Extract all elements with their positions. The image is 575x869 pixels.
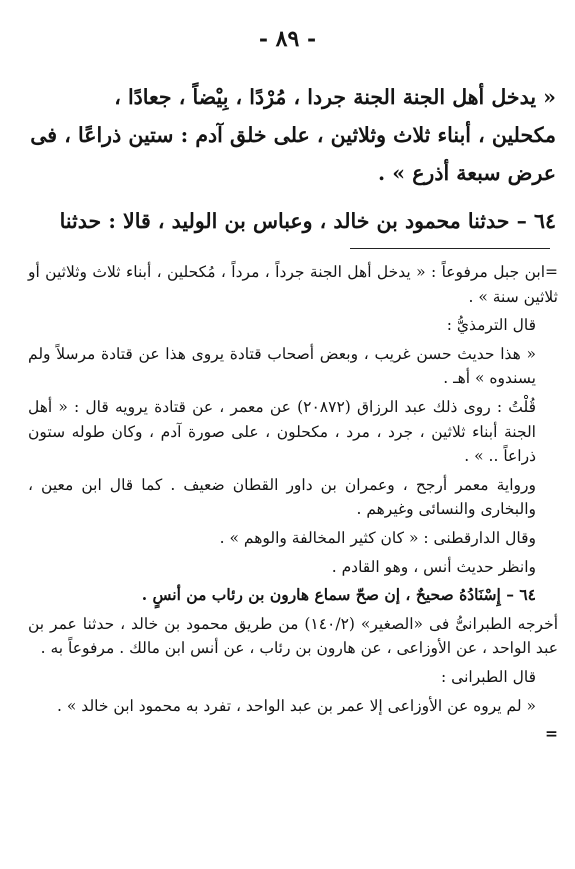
note-continuation-mark: = bbox=[545, 724, 558, 744]
footnote-divider bbox=[350, 248, 550, 249]
hadith-64-chain: ٦٤ – حدثنا محمود بن خالد ، وعباس بن الوليد ، قالا : حدثنا bbox=[59, 209, 556, 233]
note-tirmidhi-quote: « هذا حديث حسن غريب ، وبعض أصحاب قتادة يروى هذا عن قتادة مرسلاً ولم يسندوه » أهـ . bbox=[28, 344, 536, 388]
main-line-2: مكحلين ، أبناء ثلاث وثلاثين ، على خلق آدم : ستين ذراعًا ، فى bbox=[30, 123, 556, 147]
footnotes bbox=[28, 260, 558, 751]
page-number: - ٨٩ - bbox=[258, 26, 317, 52]
main-line-1: « يدخل أهل الجنة الجنة جردا ، مُرْدًا ، بِيْضاً ، جعادًا ، bbox=[114, 85, 556, 109]
main-text bbox=[28, 78, 556, 240]
note-tabarani-label: قال الطبرانى : bbox=[441, 667, 536, 686]
note-daraqutni: وقال الدارقطنى : « كان كثير المخالفة والوهم » . bbox=[219, 528, 536, 547]
note-continuation: =ابن جبل مرفوعاً : « يدخل أهل الجنة جرداً ، مرداً ، مُكحلين ، أبناء ثلاث وثلاثين أو ثلاثين سنة » . bbox=[28, 263, 558, 306]
note-abdurrazzaq: قُلْتُ : روى ذلك عبد الرزاق (٢٠٨٧٢) عن معمر ، عن قتادة يرويه قال : « أهل الجنة أبناء ثلاثين ، جرد ، مرد ، مكحلون ، على صورة آدم ، وكان طوله ستون ذراعاً .. » . bbox=[28, 397, 537, 466]
note-tabarani-quote: « لم يروه عن الأوزاعى إلا عمر بن عبد الواحد ، تفرد به محمود ابن خالد » . bbox=[57, 696, 536, 715]
note-64-tabarani: أخرجه الطبرانىُّ فى «الصغير» (١٤٠/٢) من طريق محمود بن خالد ، حدثنا عمر بن عبد الواحد ، عن الأوزاعى ، عن هارون بن رئاب ، عن أنس ابن مالك . مرفوعاً به . bbox=[28, 614, 558, 658]
note-see-anas: وانظر حديث أنس ، وهو القادم . bbox=[331, 557, 536, 576]
main-line-3: عرض سبعة أذرع » . bbox=[377, 161, 556, 185]
note-mamar-riwaya: ورواية معمر أرجح ، وعمران بن داور القطان ضعيف . كما قال ابن معين ، والبخارى والنسائى وغيرهم . bbox=[28, 475, 536, 519]
note-tirmidhi-label: قال الترمذيُّ : bbox=[446, 316, 536, 335]
note-64-isnad: ٦٤ – إِسْنَادُهُ صحيحٌ ، إن صحّ سماع هارون بن رئاب من أنسٍ . bbox=[141, 585, 536, 605]
